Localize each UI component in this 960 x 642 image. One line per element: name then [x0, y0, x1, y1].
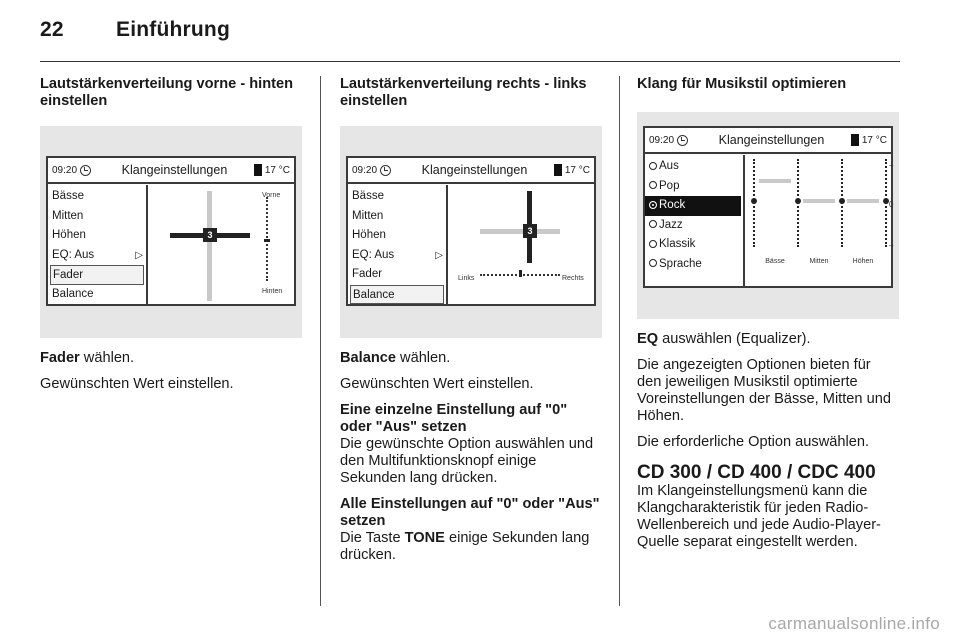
preset-pop[interactable]: Pop [645, 177, 743, 197]
radio-icon [649, 162, 657, 170]
fader-scale-marker [264, 239, 270, 242]
balance-horizontal-track [480, 229, 560, 234]
radio-icon [649, 259, 657, 267]
menu-item-fader[interactable]: Fader [50, 265, 144, 285]
triangle-right-icon: ▷ [135, 249, 143, 261]
column-divider [320, 76, 321, 606]
thermometer-icon [254, 164, 262, 176]
clock-time: 09:20 [649, 134, 675, 146]
fader-visual [150, 185, 294, 304]
screen-title: Klangeinstellungen [421, 162, 528, 177]
status-bar [348, 158, 594, 184]
preset-sprache[interactable]: Sprache [645, 255, 743, 275]
clock-icon [80, 165, 91, 176]
menu-item-mitten[interactable]: Mitten [352, 209, 384, 222]
clock-time: 09:20 [52, 164, 78, 176]
eq-label-mid: Mitten [809, 258, 829, 265]
menu-item-balance[interactable]: Balance [350, 285, 444, 305]
section-heading-large: CD 300 / CD 400 / CDC 400 [637, 462, 876, 483]
column-divider [619, 76, 620, 606]
section-heading: Klang für Musikstil optimieren [637, 76, 847, 92]
page-number: 22 [40, 18, 64, 41]
paragraph: Gewünschten Wert einstellen. [40, 376, 234, 392]
status-bar [48, 158, 294, 184]
eq-label-bass: Bässe [765, 258, 785, 265]
menu-item-hoehen[interactable]: Höhen [52, 229, 86, 241]
column-balance [340, 76, 602, 564]
page-header [40, 18, 230, 42]
chapter-title: Einführung [116, 18, 230, 41]
menu-item-baesse[interactable]: Bässe [352, 190, 384, 202]
clock-time: 09:20 [352, 164, 378, 176]
fader-knob[interactable]: 3 [203, 228, 217, 242]
eq-bar-mid [803, 199, 835, 203]
eq-bar-bass [759, 179, 791, 183]
eq-minus-label: – [889, 241, 894, 250]
temperature: 17 °C [564, 164, 590, 176]
menu-item-balance[interactable]: Balance [52, 287, 94, 300]
balance-knob[interactable]: 3 [523, 224, 537, 238]
balance-scale-marker [519, 270, 522, 277]
paragraph: EQ auswählen (Equalizer). [637, 331, 811, 347]
eq-label-treble: Höhen [852, 258, 874, 265]
menu-item-eq[interactable]: EQ: Aus ▷ [48, 246, 146, 266]
temperature: 17 °C [264, 164, 290, 176]
paragraph: Die erforderliche Option auswählen. [637, 434, 870, 450]
paragraph: Die angezeigten Optionen bieten für den jeweiligen Musikstil optimierte Voreinstellungen der Bässe, Mitten und Höhen. [637, 357, 891, 424]
settings-menu [48, 185, 148, 304]
settings-menu [348, 185, 448, 304]
radio-icon [649, 181, 657, 189]
menu-item-baesse[interactable]: Bässe [52, 190, 84, 202]
fader-screenshot [40, 126, 302, 338]
radio-icon [649, 240, 657, 248]
equalizer-screenshot [637, 112, 899, 319]
scale-right-label: Rechts [562, 275, 584, 282]
scale-bottom-label: Hinten [262, 288, 283, 295]
screen-title: Klangeinstellungen [121, 162, 228, 177]
thermometer-icon [851, 134, 859, 146]
preset-aus[interactable]: Aus [645, 157, 743, 177]
thermometer-icon [554, 164, 562, 176]
paragraph: Die Taste TONE einige Sekunden lang drücken. [340, 530, 590, 563]
paragraph: Balance wählen. [340, 350, 451, 366]
subheading: Eine einzelne Einstellung auf "0" oder "Aus" setzen [340, 402, 568, 435]
section-heading: Lautstärkenverteilung rechts - links einstellen [340, 76, 587, 109]
paragraph: Fader wählen. [40, 350, 135, 366]
radio-icon [649, 220, 657, 228]
preset-menu [645, 155, 745, 286]
radio-selected-icon [649, 201, 657, 209]
eq-bar-treble [847, 199, 879, 203]
paragraph: Die gewünschte Option auswählen und den Multifunktionsknopf einige Sekunden lang drücken. [340, 436, 594, 486]
column-equalizer [637, 76, 899, 551]
fader-vertical-track [207, 191, 212, 301]
paragraph: Im Klangeinstellungsmenü kann die Klangcharakteristik für jeden Radio-Wellenbereich und jede Audio-Player-Quelle separat eingestellt werden. [637, 483, 881, 550]
preset-klassik[interactable]: Klassik [645, 235, 743, 255]
screen-title: Klangeinstellungen [718, 132, 825, 147]
eq-marker [839, 198, 845, 204]
display-screen [346, 156, 596, 306]
eq-plus-label: + [889, 161, 894, 170]
clock-icon [380, 165, 391, 176]
paragraph: Gewünschten Wert einstellen. [340, 376, 534, 392]
balance-visual [450, 185, 594, 304]
scale-left-label: Links [458, 275, 475, 282]
eq-marker [795, 198, 801, 204]
subheading: Alle Einstellungen auf "0" oder "Aus" setzen [340, 496, 600, 529]
eq-marker [751, 198, 757, 204]
display-screen [643, 126, 893, 288]
clock-icon [677, 135, 688, 146]
status-bar [645, 128, 891, 154]
menu-item-eq[interactable]: EQ: Aus ▷ [348, 246, 446, 266]
triangle-right-icon: ▷ [435, 249, 443, 261]
menu-item-mitten[interactable]: Mitten [52, 209, 84, 222]
preset-rock[interactable]: Rock [645, 196, 741, 216]
menu-item-hoehen[interactable]: Höhen [352, 229, 386, 241]
watermark: carmanualsonline.info [768, 614, 940, 633]
section-heading: Lautstärkenverteilung vorne - hinten einstellen [40, 76, 294, 109]
scale-top-label: Vorne [262, 192, 281, 199]
equalizer-visual [747, 155, 894, 286]
balance-screenshot [340, 126, 602, 338]
menu-item-fader[interactable]: Fader [352, 268, 383, 280]
preset-jazz[interactable]: Jazz [645, 216, 743, 236]
display-screen [46, 156, 296, 306]
column-fader [40, 76, 302, 393]
header-rule [40, 61, 900, 62]
eq-zero-label: 0 [889, 200, 894, 209]
temperature: 17 °C [861, 134, 887, 146]
